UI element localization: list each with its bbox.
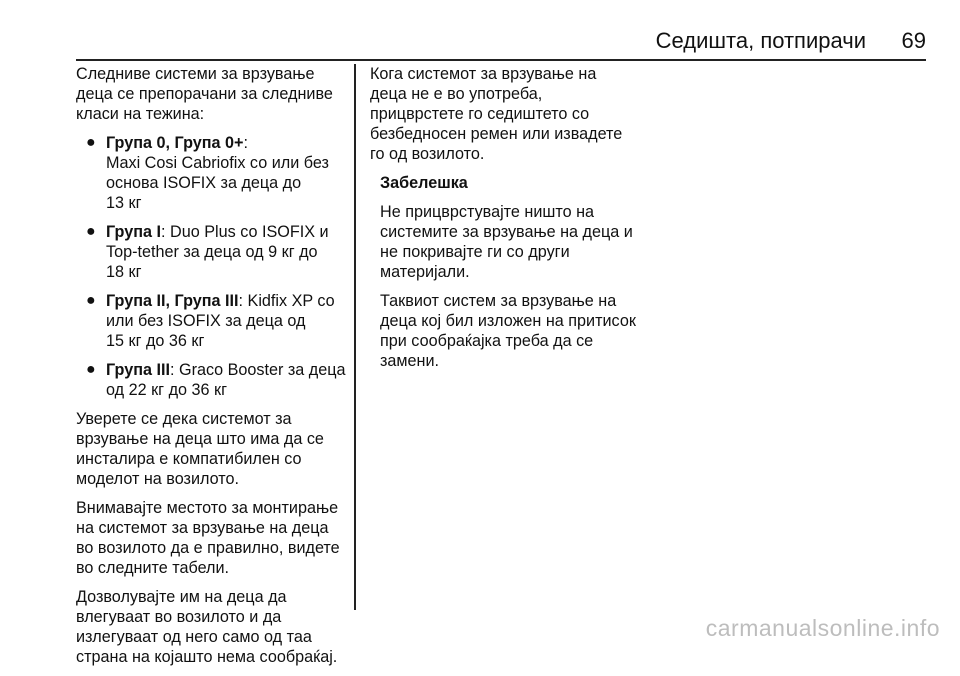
page-number: 69 [901, 28, 926, 53]
compatibility-paragraph: Уверете се дека системот за врзување на деца што има да се инсталира е компатибилен со моделот на возилото. [76, 410, 324, 488]
note-text: Таквиот систем за врзување на деца кој бил изложен на притисок при сообраќајка треба да се замени. [380, 292, 636, 370]
group-separator: : [170, 361, 175, 379]
watermark: carmanualsonline.info [705, 615, 940, 641]
group-description: Maxi Cosi Cabriofix со или без основа ISOFIX за деца до [106, 154, 329, 192]
note-title: Забелешка [380, 174, 468, 192]
bullet-icon: ● [86, 292, 96, 309]
group-name: Група II, Група III [106, 292, 239, 310]
group-name: Група 0, Група 0+ [106, 134, 244, 152]
note-text: Не прицврстувајте ништо на системите за врзување на деца и не покривајте ги со други материјали. [380, 203, 633, 281]
entry-paragraph: Дозволувајте им на деца да влегуваат во возилото и да излегуваат од него само од таа страна на којашто нема сообраќај. [76, 588, 338, 666]
group-weight: 18 кг [106, 263, 142, 281]
group-name: Група III [106, 361, 171, 379]
mounting-paragraph: Внимавајте местото за монтирање на системот за врзување на деца во возилото да е правилно, видете во следните табели. [76, 499, 340, 577]
group-description: Graco Booster за деца од 22 кг до 36 кг [106, 361, 346, 399]
note-block [370, 173, 636, 371]
group-description: Duo Plus со ISOFIX и Top-tether за деца од 9 кг до [106, 223, 329, 261]
weight-group-list [76, 133, 348, 400]
group-separator: : [161, 223, 166, 241]
group-separator: : [243, 134, 248, 152]
bullet-icon: ● [86, 223, 96, 240]
bullet-icon: ● [86, 361, 96, 378]
header-rule [76, 59, 926, 61]
group-separator: : [238, 292, 244, 310]
group-description: Kidfix XP со или без ISOFIX за деца од [106, 292, 335, 330]
group-weight: 13 кг [106, 194, 142, 212]
intro-paragraph: Следниве системи за врзување деца се препорачани за следниве класи на тежина: [76, 65, 333, 123]
column-divider [354, 64, 356, 610]
storage-paragraph: Кога системот за врзување на деца не е во употреба, прицврстете го седиштето со безбедносен ремен или извадете го од возилото. [370, 65, 623, 163]
list-item [76, 222, 348, 282]
section-title: Седишта, потпирачи [655, 28, 866, 53]
page-header [76, 26, 926, 58]
group-weight: 15 кг до 36 кг [106, 332, 205, 350]
right-column [370, 64, 636, 380]
list-item [76, 360, 348, 400]
left-column [76, 64, 348, 676]
group-name: Група I [106, 223, 162, 241]
bullet-icon: ● [86, 134, 96, 151]
list-item [76, 133, 348, 213]
list-item [76, 291, 348, 351]
